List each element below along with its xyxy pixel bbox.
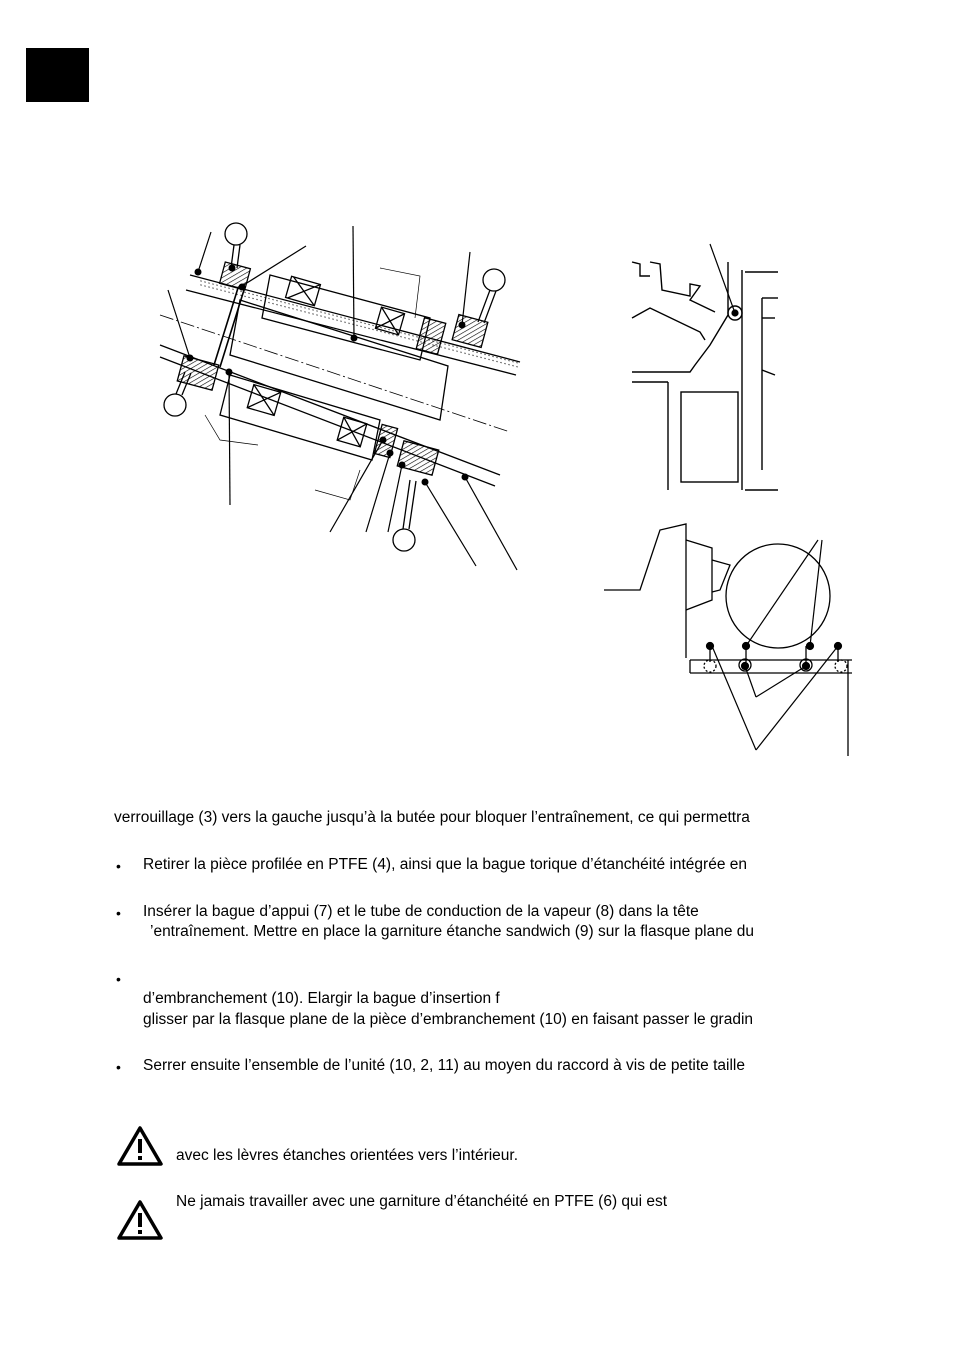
bullet-3-line-3: glisser par la flasque plane de la pièce d’embranchement (10) en faisant passer le gradin	[143, 1011, 754, 1028]
left-section-view	[160, 223, 520, 551]
warning-triangle-icon	[116, 1199, 164, 1241]
bullet-marker: •	[116, 905, 121, 921]
left-leader-lines	[168, 226, 517, 570]
bullet-4-line-1: Serrer ensuite l’ensemble de l’unité (10, 2, 11) au moyen du raccord à vis de petite taille	[143, 1057, 745, 1074]
warning-triangle-icon	[116, 1125, 164, 1167]
right-bottom-motor-view	[604, 524, 852, 756]
intro-line: verrouillage (3) vers la gauche jusqu’à la butée pour bloquer l’entraînement, ce qui permettra	[114, 809, 750, 826]
bullet-2-line-2: ’entraînement. Mettre en place la garniture étanche sandwich (9) sur la flasque plane du	[150, 923, 754, 940]
bullet-2-line-1: Insérer la bague d’appui (7) et le tube de conduction de la vapeur (8) dans la tête	[143, 903, 699, 920]
warning-1-text: avec les lèvres étanches orientées vers l’intérieur.	[176, 1147, 519, 1164]
right-top-leader	[710, 244, 738, 316]
warning-2-text: Ne jamais travailler avec une garniture d’étanchéité en PTFE (6) qui est	[176, 1193, 668, 1210]
bullet-1-line-1: Retirer la pièce profilée en PTFE (4), ainsi que la bague torique d’étanchéité intégrée en	[143, 856, 748, 873]
bullet-3-line-2: d’embranchement (10). Elargir la bague d’insertion f	[143, 990, 500, 1007]
bullet-marker: •	[116, 858, 121, 874]
right-top-section-view	[632, 262, 778, 490]
bullet-marker: •	[116, 971, 121, 987]
bullet-marker: •	[116, 1059, 121, 1075]
